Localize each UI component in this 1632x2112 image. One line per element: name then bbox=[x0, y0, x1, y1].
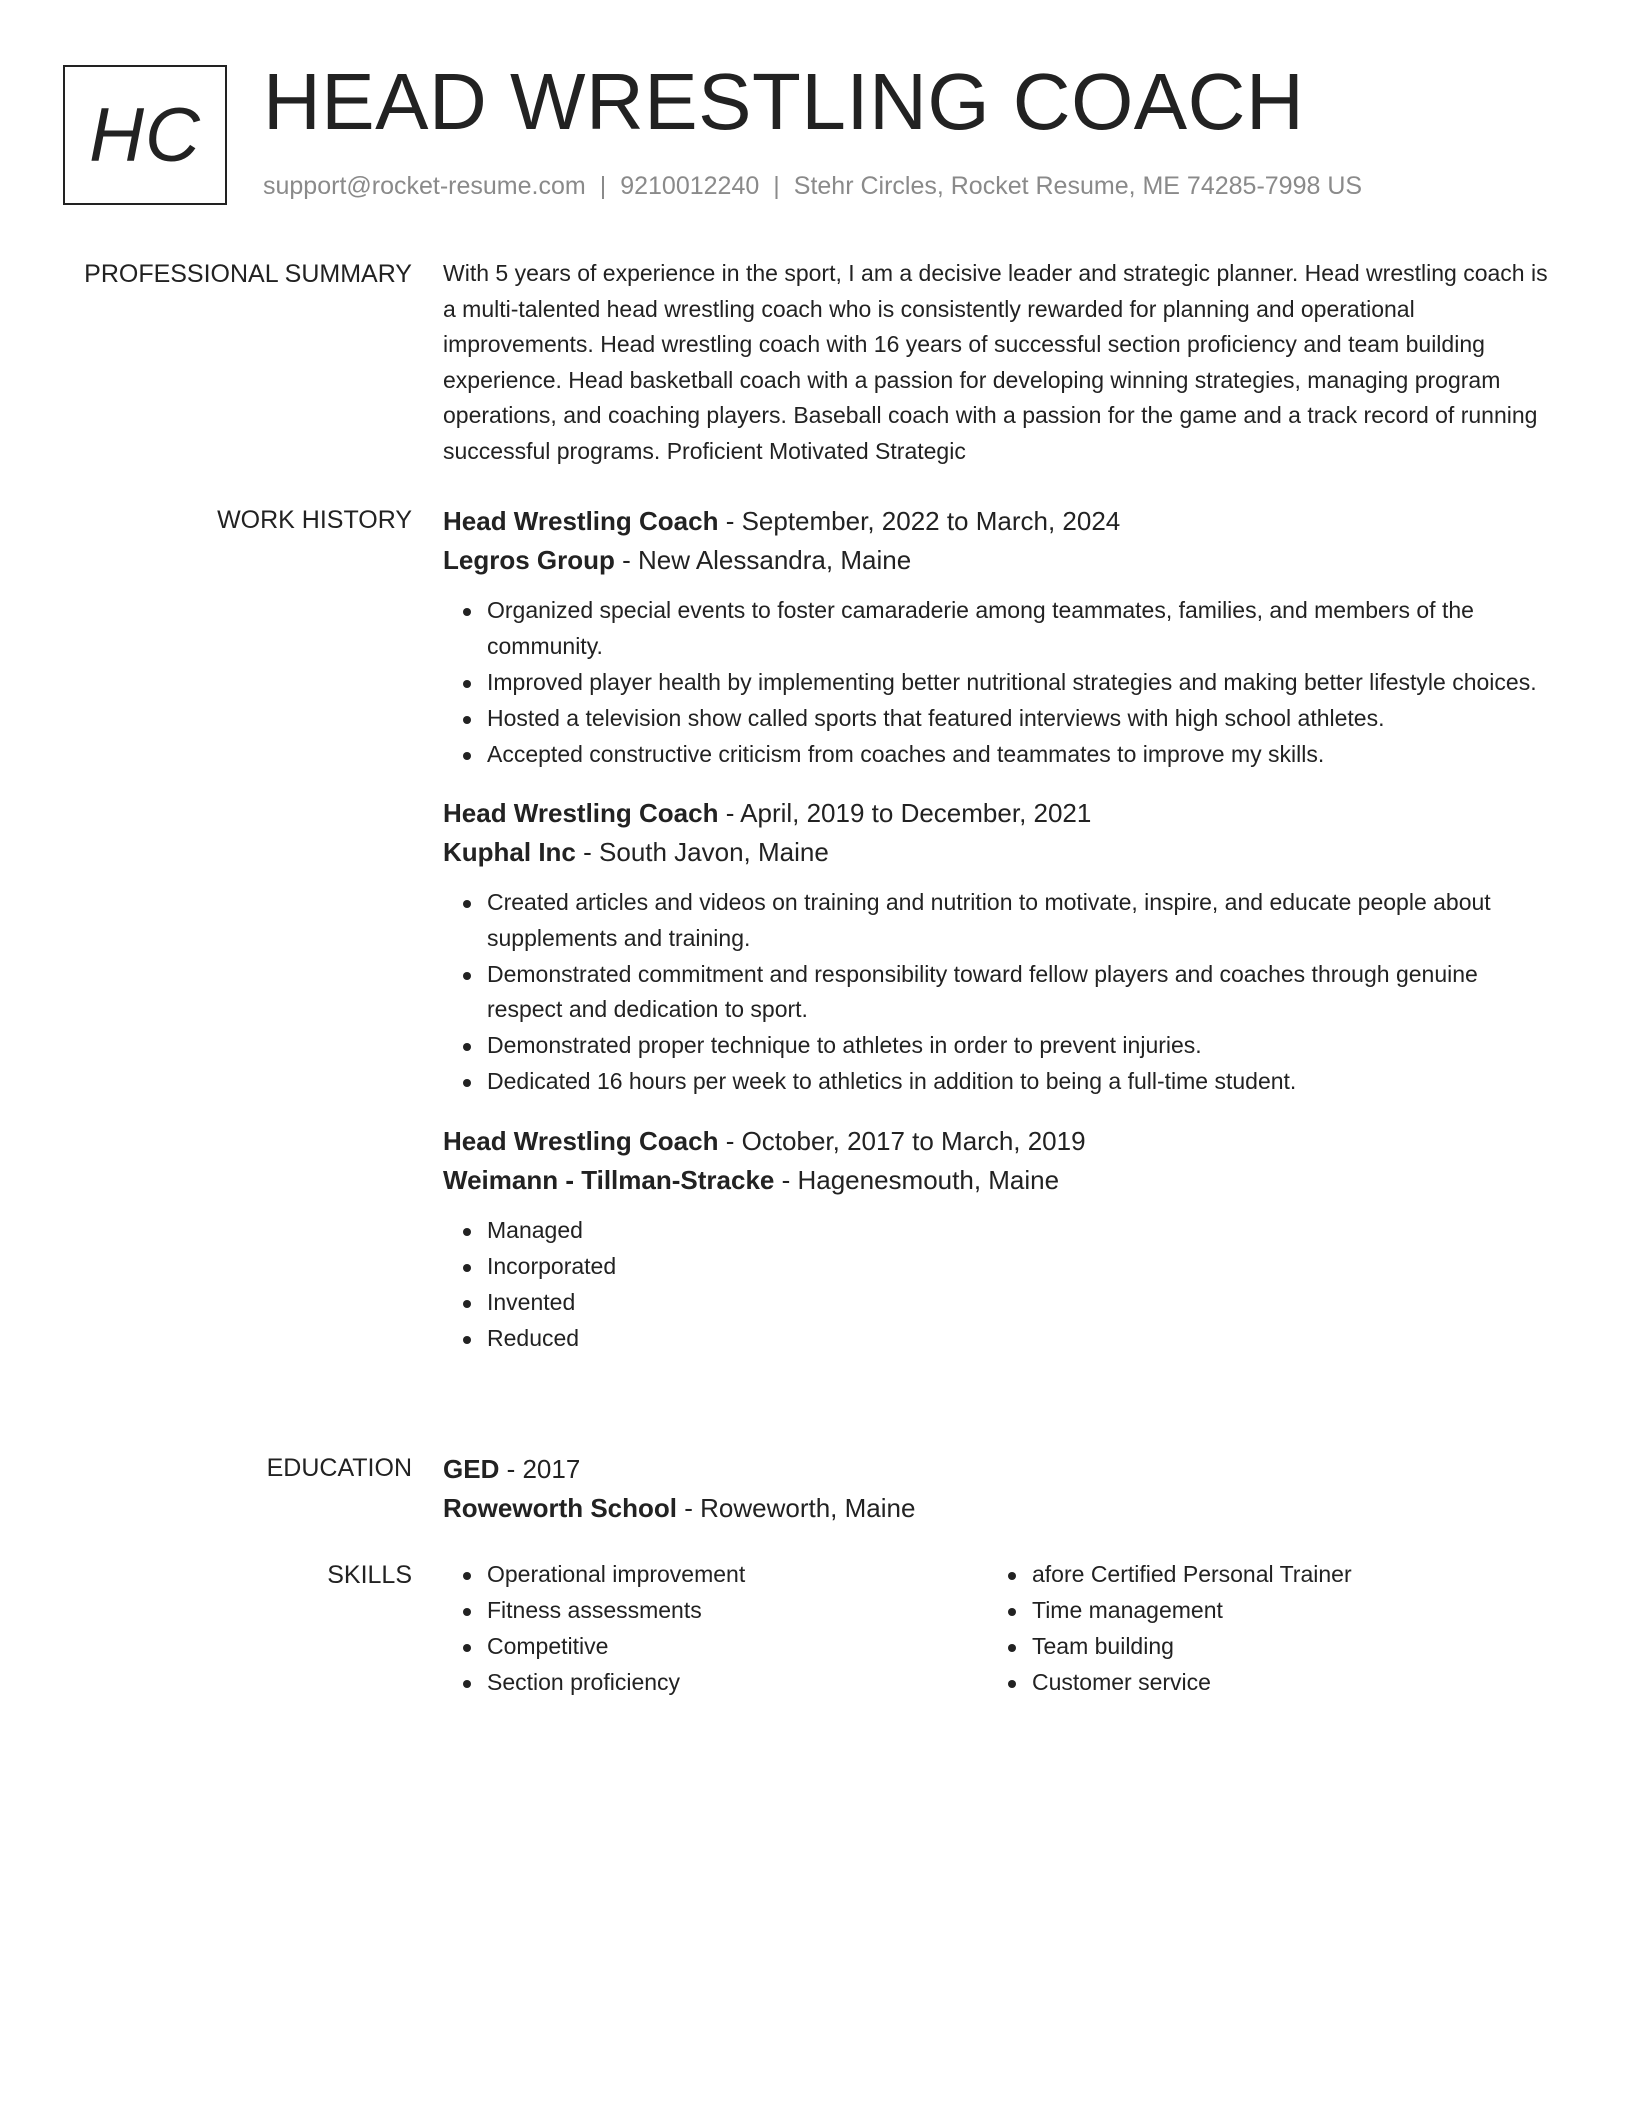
job-bullet: Organized special events to foster camaraderie among teammates, families, and members of the community. bbox=[487, 593, 1553, 664]
skill-item: afore Certified Personal Trainer bbox=[1032, 1557, 1533, 1593]
job-bullet: Demonstrated proper technique to athletes in order to prevent injuries. bbox=[487, 1028, 1553, 1064]
skills-columns bbox=[443, 1557, 1553, 1701]
education-school: Roweworth School bbox=[443, 1493, 677, 1523]
skill-item: Operational improvement bbox=[487, 1557, 988, 1593]
monogram-badge bbox=[63, 65, 227, 205]
job-company: Weimann - Tillman-Stracke bbox=[443, 1164, 775, 1195]
education-location: - Roweworth, Maine bbox=[677, 1493, 916, 1523]
job-company: Kuphal Inc bbox=[443, 837, 576, 868]
skill-item: Customer service bbox=[1032, 1665, 1533, 1701]
education-degree-line bbox=[443, 1450, 1553, 1489]
contact-email: support@rocket-resume.com bbox=[263, 172, 586, 200]
skills-list bbox=[443, 1557, 988, 1701]
job-title: Head Wrestling Coach bbox=[443, 506, 719, 536]
job-dates: - October, 2017 to March, 2019 bbox=[718, 1125, 1086, 1156]
job-entry bbox=[443, 502, 1553, 772]
monogram-initials: HC bbox=[89, 92, 201, 178]
job-location: - Hagenesmouth, Maine bbox=[774, 1164, 1060, 1195]
skills-body bbox=[443, 1557, 1553, 1701]
education-label: EDUCATION bbox=[266, 1454, 412, 1482]
job-title-line bbox=[443, 794, 1553, 833]
contact-separator: | bbox=[773, 172, 780, 200]
work-history-body bbox=[443, 502, 1553, 1378]
job-company-line bbox=[443, 1161, 1553, 1200]
job-dates: - September, 2022 to March, 2024 bbox=[718, 506, 1121, 536]
education-degree: GED bbox=[443, 1454, 500, 1484]
skills-label: SKILLS bbox=[327, 1561, 412, 1589]
job-location: - New Alessandra, Maine bbox=[614, 545, 912, 575]
summary-label: PROFESSIONAL SUMMARY bbox=[84, 260, 412, 288]
job-title: Head Wrestling Coach bbox=[443, 1125, 719, 1156]
contact-address: Stehr Circles, Rocket Resume, ME 74285-7998 US bbox=[793, 172, 1363, 200]
job-bullets bbox=[443, 1213, 1553, 1357]
job-bullet: Reduced bbox=[487, 1321, 1553, 1357]
job-company: Legros Group bbox=[443, 545, 615, 575]
job-bullet: Accepted constructive criticism from coaches and teammates to improve my skills. bbox=[487, 737, 1553, 773]
job-dates: - April, 2019 to December, 2021 bbox=[718, 798, 1092, 829]
job-bullet: Invented bbox=[487, 1285, 1553, 1321]
skill-item: Team building bbox=[1032, 1629, 1533, 1665]
job-title-line bbox=[443, 502, 1553, 541]
job-bullet: Dedicated 16 hours per week to athletics in addition to being a full-time student. bbox=[487, 1064, 1553, 1100]
education-body bbox=[443, 1450, 1553, 1528]
job-bullet: Demonstrated commitment and responsibility toward fellow players and coaches through genuine respect and dedication to sport. bbox=[487, 957, 1553, 1028]
job-bullets bbox=[443, 593, 1553, 772]
job-title-line bbox=[443, 1122, 1553, 1161]
job-bullet: Improved player health by implementing better nutritional strategies and making better lifestyle choices. bbox=[487, 665, 1553, 701]
job-bullet: Hosted a television show called sports that featured interviews with high school athletes. bbox=[487, 701, 1553, 737]
skill-item: Fitness assessments bbox=[487, 1593, 988, 1629]
summary-body bbox=[443, 256, 1553, 470]
education-year: - 2017 bbox=[499, 1454, 581, 1484]
job-bullet: Incorporated bbox=[487, 1249, 1553, 1285]
job-entry bbox=[443, 794, 1553, 1100]
skills-column-left bbox=[443, 1557, 988, 1701]
job-entry bbox=[443, 1122, 1553, 1357]
contact-phone: 9210012240 bbox=[620, 172, 760, 200]
contact-line bbox=[263, 172, 1362, 201]
job-location: - South Javon, Maine bbox=[575, 837, 829, 868]
job-company-line bbox=[443, 541, 1553, 580]
job-title: Head Wrestling Coach bbox=[443, 798, 719, 829]
job-bullets bbox=[443, 885, 1553, 1100]
job-bullet: Created articles and videos on training and nutrition to motivate, inspire, and educate people about supplements and training. bbox=[487, 885, 1553, 956]
work-history-label: WORK HISTORY bbox=[217, 506, 412, 534]
skill-item: Competitive bbox=[487, 1629, 988, 1665]
job-company-line bbox=[443, 833, 1553, 872]
skills-column-right bbox=[988, 1557, 1533, 1701]
skills-list bbox=[988, 1557, 1533, 1701]
skill-item: Time management bbox=[1032, 1593, 1533, 1629]
contact-separator: | bbox=[599, 172, 607, 200]
education-school-line bbox=[443, 1489, 1553, 1528]
resume-title: HEAD WRESTLING COACH bbox=[263, 57, 1305, 146]
summary-text: With 5 years of experience in the sport, I am a decisive leader and strategic planner. Head wrestling coach is a multi-talented head wrestling coach who is consistently rewarded for planning and operational improvements. Head wrestling coach with 16 years of successful section proficiency and team building experience. Head basketball coach with a passion for developing winning strategies, managing program operations, and coaching players. Baseball coach with a passion for the game and a track record of running successful programs. Proficient Motivated Strategic bbox=[443, 260, 1548, 464]
skill-item: Section proficiency bbox=[487, 1665, 988, 1701]
job-bullet: Managed bbox=[487, 1213, 1553, 1249]
